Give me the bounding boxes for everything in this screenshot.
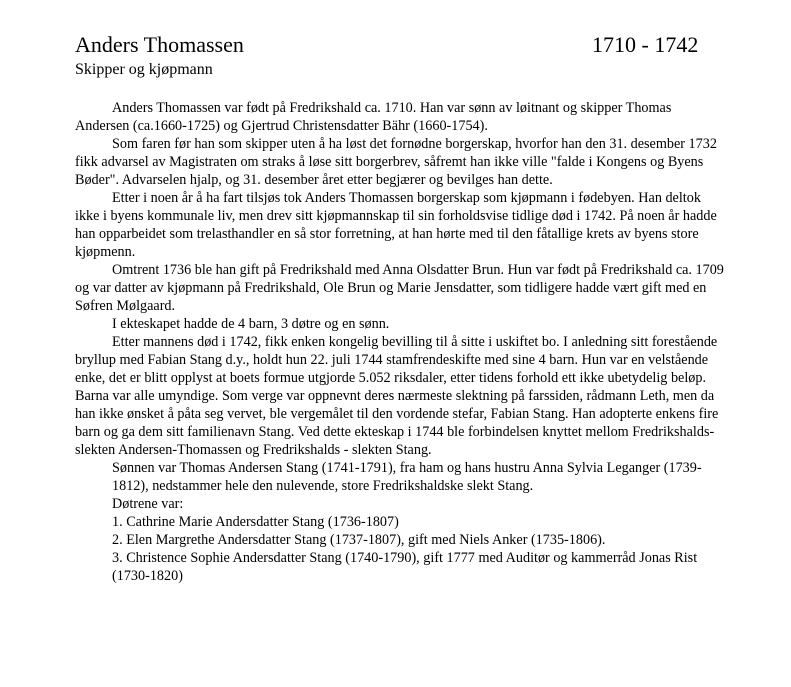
paragraph-children: I ekteskapet hadde de 4 barn, 3 døtre og en sønn. — [112, 316, 390, 332]
daughters-heading: Døtrene var: — [112, 496, 184, 512]
daughter-item: 3. Christence Sophie Andersdatter Stang (1740-1790), gift 1777 med Auditør og kammerråd Jonas Rist (1730-1820) — [112, 550, 698, 584]
paragraph-merchant: Etter i noen år å ha fart tilsjøs tok Anders Thomassen borgerskap som kjøpmann i fødebyen. Han deltok ikke i byens kommunale liv, men drev sitt kjøpmannskap til sin forholdsvise tidlige død i 1742. På noen år hadde han opparbeidet som trelasthandler en så stor forretning, at han hørte med til den fåtallige krets av byens store kjøpmenn. — [75, 190, 717, 260]
paragraph-birth: Anders Thomassen var født på Fredrikshald ca. 1710. Han var sønn av løitnant og skipper Thomas Andersen (ca.1660-1725) og Gjertrud Christensdatter Bähr (1660-1754). — [75, 100, 672, 134]
biography-text — [75, 99, 725, 585]
daughter-item: 2. Elen Margrethe Andersdatter Stang (1737-1807), gift med Niels Anker (1735-1806). — [112, 532, 606, 548]
daughter-item: 1. Cathrine Marie Andersdatter Stang (1736-1807) — [112, 514, 399, 530]
life-years: 1710 - 1742 — [592, 32, 699, 57]
paragraph-widow: Etter mannens død i 1742, fikk enken kongelig bevilling til å sitte i uskiftet bo. I anledning sitt forestående bryllup med Fabian Stang d.y., holdt hun 22. juli 1744 stamfrendeskifte med sine 4 barn. Hun var en velstående enke, det er blitt opplyst at boets formue utgjorde 5.052 riksdaler, etter tidens forhold ett ikke ubetydelig beløp. Barna var alle umyndige. Som verge var oppnevnt deres nærmeste slektning på farssiden, rådmann Leth, men da han ikke ønsket å påta seg vervet, ble vergemålet til den vordende stefar, Fabian Stang. Han adopterte enkens fire barn og ga dem sitt familienavn Stang. Ved dette ekteskap i 1744 ble forbindelsen knyttet mellom Fredrikshalds-slekten Andersen-Thomassen og Fredrikshalds - slekten Stang. — [75, 334, 719, 458]
descendants-section — [75, 459, 725, 585]
person-name: Anders Thomassen — [75, 32, 244, 57]
paragraph-skipper: Som faren før han som skipper uten å ha løst det fornødne borgerskap, hvorfor han den 31. desember 1732 fikk advarsel av Magistraten om straks å løse sitt borgerbrev, såfremt han ikke ville "falde i Kongens og Byens Bøder". Advarselen hjalp, og 31. desember året etter begjærer og bevilges han dette. — [75, 136, 717, 188]
son-paragraph: Sønnen var Thomas Andersen Stang (1741-1791), fra ham og hans hustru Anna Sylvia Leganger (1739-1812), nedstammer hele den nulevende, store Fredrikshaldske slekt Stang. — [112, 460, 702, 494]
occupation-subtitle: Skipper og kjøpmann — [75, 61, 213, 78]
paragraph-marriage: Omtrent 1736 ble han gift på Fredrikshald med Anna Olsdatter Brun. Hun var født på Fredrikshald ca. 1709 og var datter av kjøpmann på Fredrikshald, Ole Brun og Marie Jensdatter, som tidligere hadde vært gift med en Søfren Mølgaard. — [75, 262, 724, 314]
